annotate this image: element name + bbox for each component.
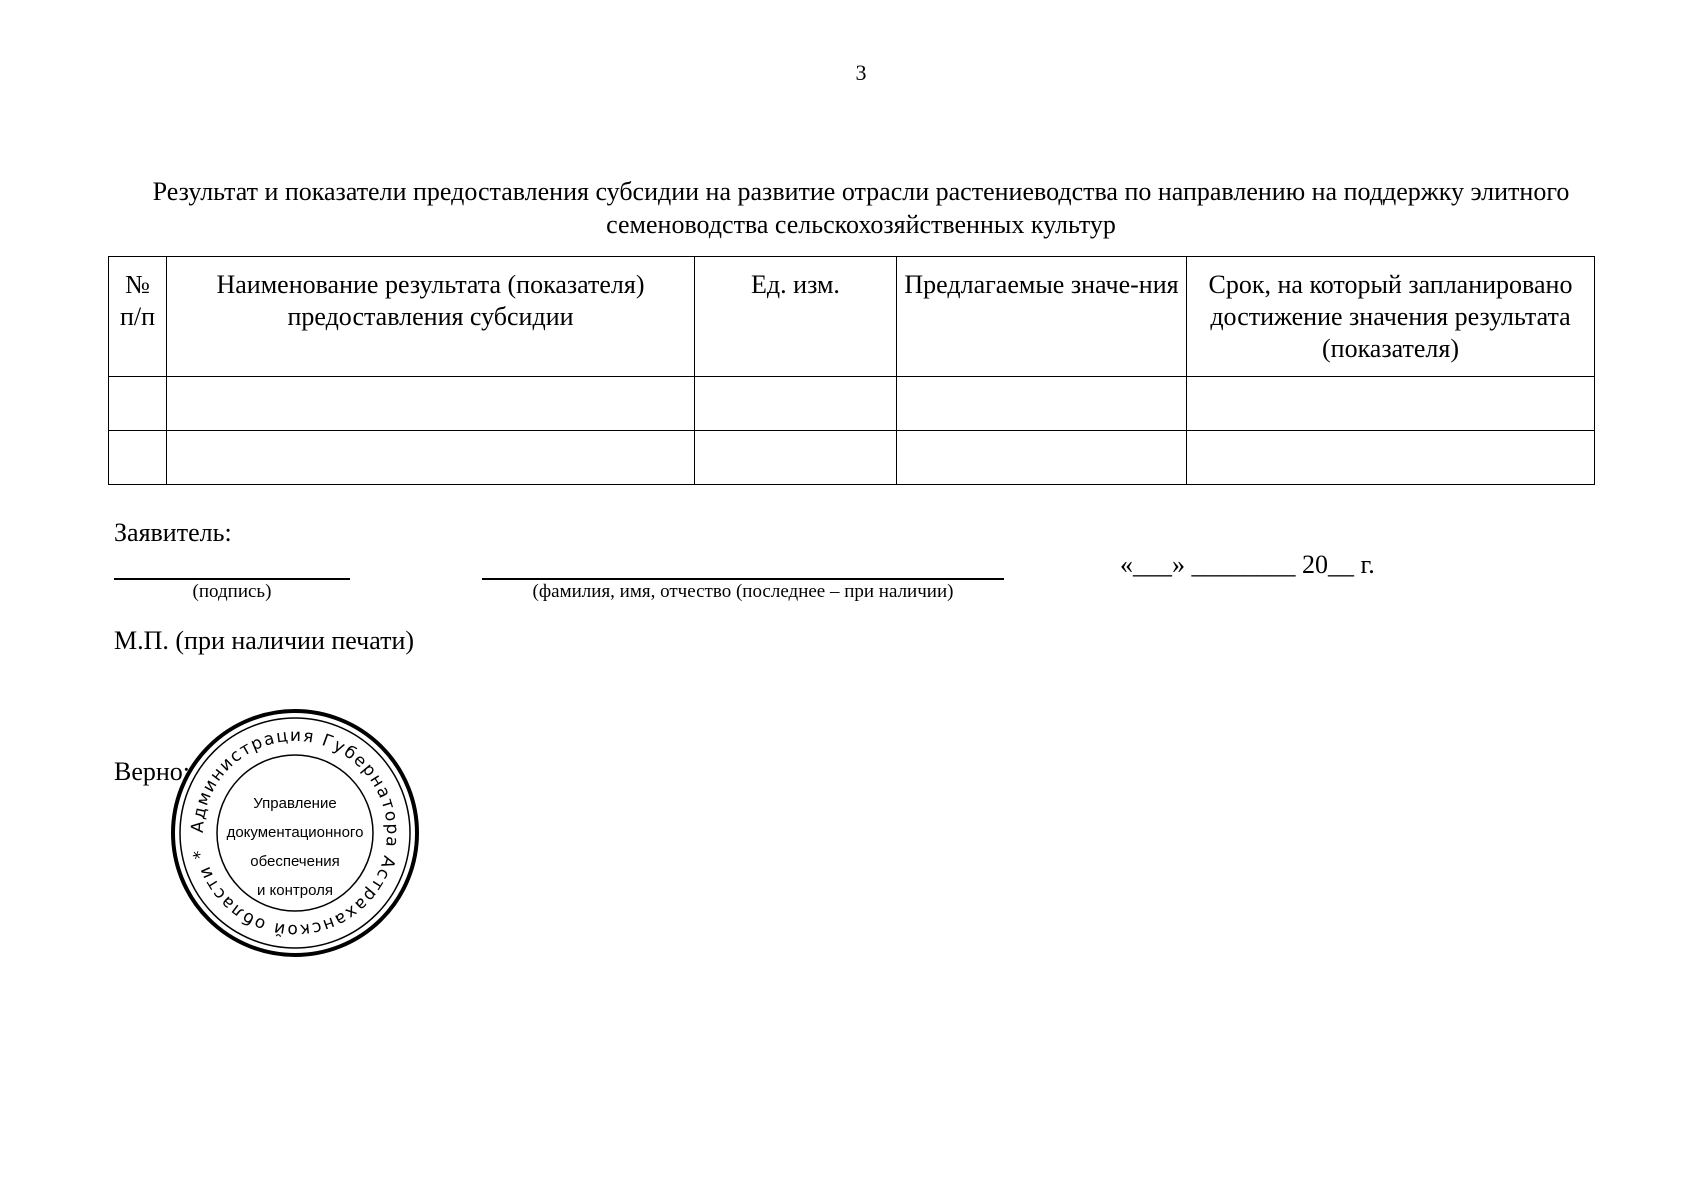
header-proposed-values: Предлагаемые значе-ния [897,257,1187,377]
stamp-outer-text: Администрация Губернатора Астраханской области * [187,725,403,941]
stamp-inner-line: обеспечения [250,853,340,870]
table-cell[interactable] [109,377,167,431]
header-number: № п/п [109,257,167,377]
signature-line[interactable] [114,578,350,580]
table-header-row [109,257,1595,377]
table-cell[interactable] [695,431,897,485]
page-number: 3 [855,60,867,85]
table-cell[interactable] [167,431,695,485]
stamp-inner-line: Управление [253,795,337,812]
table-row [109,431,1595,485]
applicant-label: Заявитель: [114,518,232,547]
stamp-inner-line: документационного [226,824,364,841]
table-cell[interactable] [1187,431,1595,485]
full-name-line[interactable] [482,578,1004,580]
stamp-inner-line: и контроля [256,882,334,899]
table-cell[interactable] [897,431,1187,485]
table-row [109,377,1595,431]
table-cell[interactable] [167,377,695,431]
results-table [108,256,1595,485]
date-field[interactable]: «___» ________ 20__ г. [1120,550,1375,579]
header-deadline: Срок, на который запланировано достижение значения результата (показателя) [1187,257,1595,377]
header-result-name: Наименование результата (показателя) предоставления субсидии [167,257,695,377]
full-name-caption: (фамилия, имя, отчество (последнее – при наличии) [532,581,954,602]
official-stamp [170,706,420,960]
table-cell[interactable] [897,377,1187,431]
table-cell[interactable] [1187,377,1595,431]
signature-caption: (подпись) [192,581,272,602]
document-title: Результат и показатели предоставления субсидии на развитие отрасли растениеводства по направлению на поддержку элитного семеноводства сельскохозяйственных культур [152,177,1570,239]
seal-place-label: М.П. (при наличии печати) [114,626,415,655]
header-unit: Ед. изм. [695,257,897,377]
verno-label: Верно: [114,757,191,786]
table-cell[interactable] [695,377,897,431]
table-cell[interactable] [109,431,167,485]
